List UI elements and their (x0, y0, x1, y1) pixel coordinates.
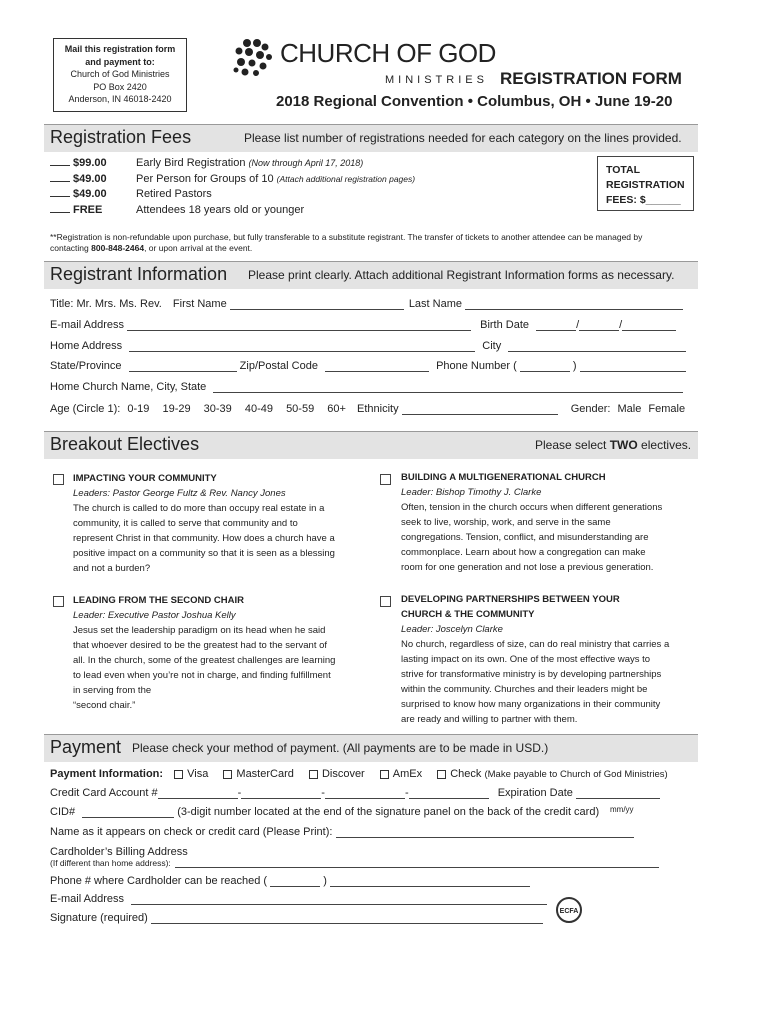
cardholder-phone-field[interactable] (330, 875, 530, 887)
city-label: City (482, 340, 502, 352)
elective-title: IMPACTING YOUR COMMUNITY (73, 473, 217, 484)
cid-field[interactable] (82, 806, 174, 818)
mmyy-hint: mm/yy (610, 805, 634, 814)
name-on-card-row (50, 826, 710, 838)
payment-method-row (50, 768, 710, 780)
ethnicity-field[interactable] (402, 403, 558, 415)
billing-row (50, 846, 710, 868)
signature-row (50, 912, 710, 924)
elective-desc-line: in serving from the (73, 685, 152, 696)
refund-note (50, 232, 700, 254)
elective-impacting-community (73, 471, 373, 576)
fees-labels (136, 156, 415, 218)
age-option[interactable]: 30-39 (203, 403, 232, 415)
name-on-card-field[interactable] (336, 826, 634, 838)
fee-count-field[interactable] (50, 181, 70, 182)
elective-checkbox[interactable] (380, 474, 391, 485)
birth-month-field[interactable] (536, 319, 576, 331)
elective-desc-line: surprised to know how many organizations in their community (401, 699, 661, 710)
fees-list (50, 156, 107, 218)
elective-leader: Leader: Joscelyn Clarke (401, 624, 503, 635)
elective-desc-line: are ready and willing to partner with them. (401, 714, 578, 725)
fee-note: (Attach additional registration pages) (276, 173, 416, 184)
elective-desc-line: positive impact on a community so that it is seen as a blessing (73, 548, 335, 559)
method-visa[interactable]: Visa (174, 768, 208, 780)
birth-year-field[interactable] (622, 319, 676, 331)
church-row (50, 381, 700, 393)
home-address-field[interactable] (129, 340, 475, 352)
elective-desc-line: commonplace. Learn about how a congregation can make (401, 547, 646, 558)
elective-checkbox[interactable] (380, 596, 391, 607)
birth-day-field[interactable] (579, 319, 619, 331)
checkbox-icon (380, 770, 389, 779)
city-field[interactable] (508, 340, 686, 352)
checkbox-icon (223, 770, 232, 779)
gender-label: Gender: (570, 403, 611, 415)
payment-email-row (50, 893, 710, 905)
age-option[interactable]: 0-19 (127, 403, 150, 415)
ethnicity-label: Ethnicity (357, 403, 399, 415)
elective-desc-line: within the community. Churches and their leaders might be (401, 684, 648, 695)
fee-note: (Now through April 17, 2018) (248, 158, 364, 168)
brand-name: CHURCH OF GOD (280, 38, 496, 68)
phone-label: Phone Number ( (436, 360, 517, 372)
note-text-b1: contacting (50, 243, 92, 253)
cc-part-4[interactable] (409, 787, 489, 799)
fees-heading: Registration Fees (50, 127, 192, 147)
birth-date-label: Birth Date (480, 319, 530, 331)
elective-title: BUILDING A MULTIGENERATIONAL CHURCH (401, 472, 606, 483)
elective-desc-line: to lead even when you’re not in charge, and finding fulfillment (73, 670, 331, 681)
elective-desc-line: strive for transformative ministry is by developing partnerships (401, 669, 662, 680)
mail-line-5: Anderson, IN 46018-2420 (68, 94, 172, 104)
checkbox-icon (309, 770, 318, 779)
state-label: State/Province (50, 360, 122, 372)
church-label: Home Church Name, City, State (50, 381, 207, 393)
title-label: Title: Mr. Mrs. Ms. Rev. (50, 298, 162, 310)
payment-email-field[interactable] (131, 893, 547, 905)
fee-count-field[interactable] (50, 212, 70, 213)
signature-field[interactable] (151, 912, 543, 924)
checkbox-icon (437, 770, 446, 779)
elective-partnerships (401, 592, 701, 727)
payment-info-label: Payment Information: (50, 768, 164, 780)
fee-count-field[interactable] (50, 196, 70, 197)
fees-instruction: Please list number of registrations needed for each category on the lines provided. (244, 131, 682, 145)
expiration-label: Expiration Date (497, 787, 573, 799)
age-option[interactable]: 60+ (327, 403, 346, 415)
email-label: E-mail Address (50, 319, 124, 331)
total-label-2: REGISTRATION (606, 179, 685, 191)
elective-desc-line: Often, tension in the church occurs when different generations (401, 502, 663, 513)
phone-number-field[interactable] (580, 360, 686, 372)
church-logo-icon (233, 38, 273, 80)
elective-title: DEVELOPING PARTNERSHIPS BETWEEN YOUR (401, 594, 620, 605)
method-discover[interactable]: Discover (309, 768, 365, 780)
cc-part-1[interactable] (158, 787, 238, 799)
cardholder-phone-row: Phone # where Cardholder can be reached ( ) (50, 875, 710, 887)
elective-desc-line: that whoever desired to be the greatest had to the servant of (73, 640, 328, 651)
home-address-row (50, 340, 700, 352)
first-name-field[interactable] (230, 298, 404, 310)
fee-label: Retired Pastors (136, 188, 212, 200)
age-option[interactable]: 19-29 (162, 403, 191, 415)
registrant-section-header (44, 261, 698, 289)
payment-section-header (44, 734, 698, 762)
brand-subtitle: MINISTRIES (385, 74, 488, 86)
elective-desc-line: The church is called to do more than occupy real estate in a (73, 503, 325, 514)
email-row: E-mail Address Birth Date / / (50, 319, 700, 331)
cid-note: (3-digit number located at the end of the signature panel on the back of the credit card) (177, 806, 600, 818)
name-row (50, 298, 700, 310)
payment-heading: Payment (50, 737, 122, 757)
name-on-card-label: Name as it appears on check or credit card (Please Print): (50, 826, 333, 838)
fee-item (50, 172, 107, 188)
registrant-instruction: Please print clearly. Attach additional Registrant Information forms as necessary. (248, 268, 675, 282)
billing-note: (If different than home address): (50, 858, 171, 868)
cc-account-label: Credit Card Account # (50, 787, 158, 799)
billing-label: Cardholder’s Billing Address (50, 846, 188, 858)
fees-section-header (44, 124, 698, 152)
note-text-b2: , or upon arrival at the event. (144, 243, 253, 253)
first-name-label: First Name (172, 298, 227, 310)
elective-desc-line: room for one generation and not lose a previous generation. (401, 562, 654, 573)
cc-account-row: Credit Card Account # - - - Expiration Date (50, 787, 710, 799)
elective-title: LEADING FROM THE SECOND CHAIR (73, 595, 244, 606)
form-title: REGISTRATION FORM (500, 69, 682, 88)
last-name-field[interactable] (465, 298, 683, 310)
elective-desc-line: represent Christ in that community. How does a church have a (73, 533, 335, 544)
cardholder-phone-label: Phone # where Cardholder can be reached ( (50, 875, 268, 887)
elective-desc-line: all. In the church, some of the greatest challenges are learning (73, 655, 336, 666)
elective-desc-line: community, it is called to serve that community and to (73, 518, 298, 529)
age-option[interactable]: 40-49 (244, 403, 273, 415)
check-note: (Make payable to Church of God Ministries) (484, 769, 668, 780)
state-field[interactable] (129, 360, 237, 372)
ecfa-seal-icon: ECFA (556, 897, 582, 923)
fee-label: Per Person for Groups of 10 (136, 172, 274, 185)
mail-line-1: Mail this registration form (64, 44, 176, 54)
total-fees-box[interactable] (597, 156, 694, 211)
registrant-heading: Registrant Information (50, 264, 228, 284)
elective-desc-line: “second chair.” (73, 700, 136, 711)
cc-part-3[interactable] (325, 787, 405, 799)
fee-label: Attendees 18 years old or younger (136, 203, 305, 216)
church-field[interactable] (213, 381, 683, 393)
elective-desc-line: No church, regardless of size, can do real ministry that carries a (401, 639, 670, 650)
fee-price: $49.00 (73, 188, 107, 200)
fee-price: FREE (73, 203, 103, 216)
mail-line-4: PO Box 2420 (93, 81, 147, 92)
zip-field[interactable] (325, 360, 429, 372)
fee-price: $99.00 (73, 157, 107, 169)
fee-item (50, 203, 107, 219)
expiration-field[interactable] (576, 787, 660, 799)
home-address-label: Home Address (50, 340, 123, 352)
email-field[interactable] (127, 319, 471, 331)
total-label-1: TOTAL (606, 164, 641, 176)
total-label-3: FEES: $______ (606, 194, 681, 206)
payment-instruction: Please check your method of payment. (All payments are to be made in USD.) (132, 741, 549, 755)
note-text-a: **Registration is non-refundable upon purchase, but fully transferable to a substitute registrant. The transfer of tickets to another attendee can be managed by (50, 232, 643, 242)
elective-desc-line: seek to live, worship, work, and serve in the same (401, 517, 611, 528)
elective-leader: Leader: Bishop Timothy J. Clarke (401, 487, 542, 498)
phone-area-field[interactable] (520, 360, 570, 372)
method-mastercard[interactable]: MasterCard (223, 768, 293, 780)
signature-label: Signature (required) (50, 912, 148, 924)
age-option[interactable]: 50-59 (286, 403, 315, 415)
elective-leader: Leader: Executive Pastor Joshua Kelly (73, 610, 236, 621)
fee-price: $49.00 (73, 172, 107, 185)
elective-desc-line: congregations. Tension, conflict, and misunderstanding are (401, 532, 649, 543)
gender-female-option[interactable]: Female (648, 403, 686, 415)
electives-instruction: Please select TWO electives. (535, 438, 692, 452)
electives-heading: Breakout Electives (50, 434, 200, 454)
billing-field[interactable] (175, 858, 659, 868)
age-label: Age (Circle 1): (50, 403, 121, 415)
fee-item (50, 156, 107, 172)
method-check[interactable]: Check (437, 768, 481, 780)
elective-second-chair (73, 593, 373, 713)
mail-line-3: Church of God Ministries (70, 69, 170, 79)
fee-label: Early Bird Registration (136, 157, 246, 169)
last-name-label: Last Name (408, 298, 463, 310)
elective-desc-line: lasting impact on its own. One of the most effective ways to (401, 654, 651, 665)
checkbox-icon (174, 770, 183, 779)
cid-row (50, 806, 710, 818)
elective-desc-line: and not a burden? (73, 563, 151, 574)
cardholder-area-field[interactable] (270, 875, 320, 887)
mail-line-2: and payment to: (85, 56, 155, 67)
payment-email-label: E-mail Address (50, 893, 124, 905)
electives-section-header (44, 431, 698, 459)
elective-desc-line: Jesus set the leadership paradigm on its head when he said (73, 625, 326, 636)
elective-checkbox[interactable] (53, 596, 64, 607)
method-amex[interactable]: AmEx (380, 768, 422, 780)
gender-male-option[interactable]: Male (617, 403, 642, 415)
convention-title: 2018 Regional Convention • Columbus, OH • June 19-20 (276, 93, 673, 110)
cc-part-2[interactable] (241, 787, 321, 799)
fee-count-field[interactable] (50, 165, 70, 166)
elective-leader: Leaders: Pastor George Fultz & Rev. Nancy Jones (73, 488, 286, 499)
elective-checkbox[interactable] (53, 474, 64, 485)
fee-item (50, 187, 107, 203)
age-row (50, 403, 700, 415)
zip-label: Zip/Postal Code (239, 360, 318, 372)
note-phone: 800-848-2464 (91, 243, 145, 253)
state-row: State/Province Zip/Postal Code Phone Number ( ) (50, 360, 700, 372)
cid-label: CID# (50, 806, 76, 818)
elective-multigenerational (401, 470, 701, 575)
mailing-address-box (53, 38, 187, 112)
elective-title-line-2: CHURCH & THE COMMUNITY (401, 609, 535, 620)
